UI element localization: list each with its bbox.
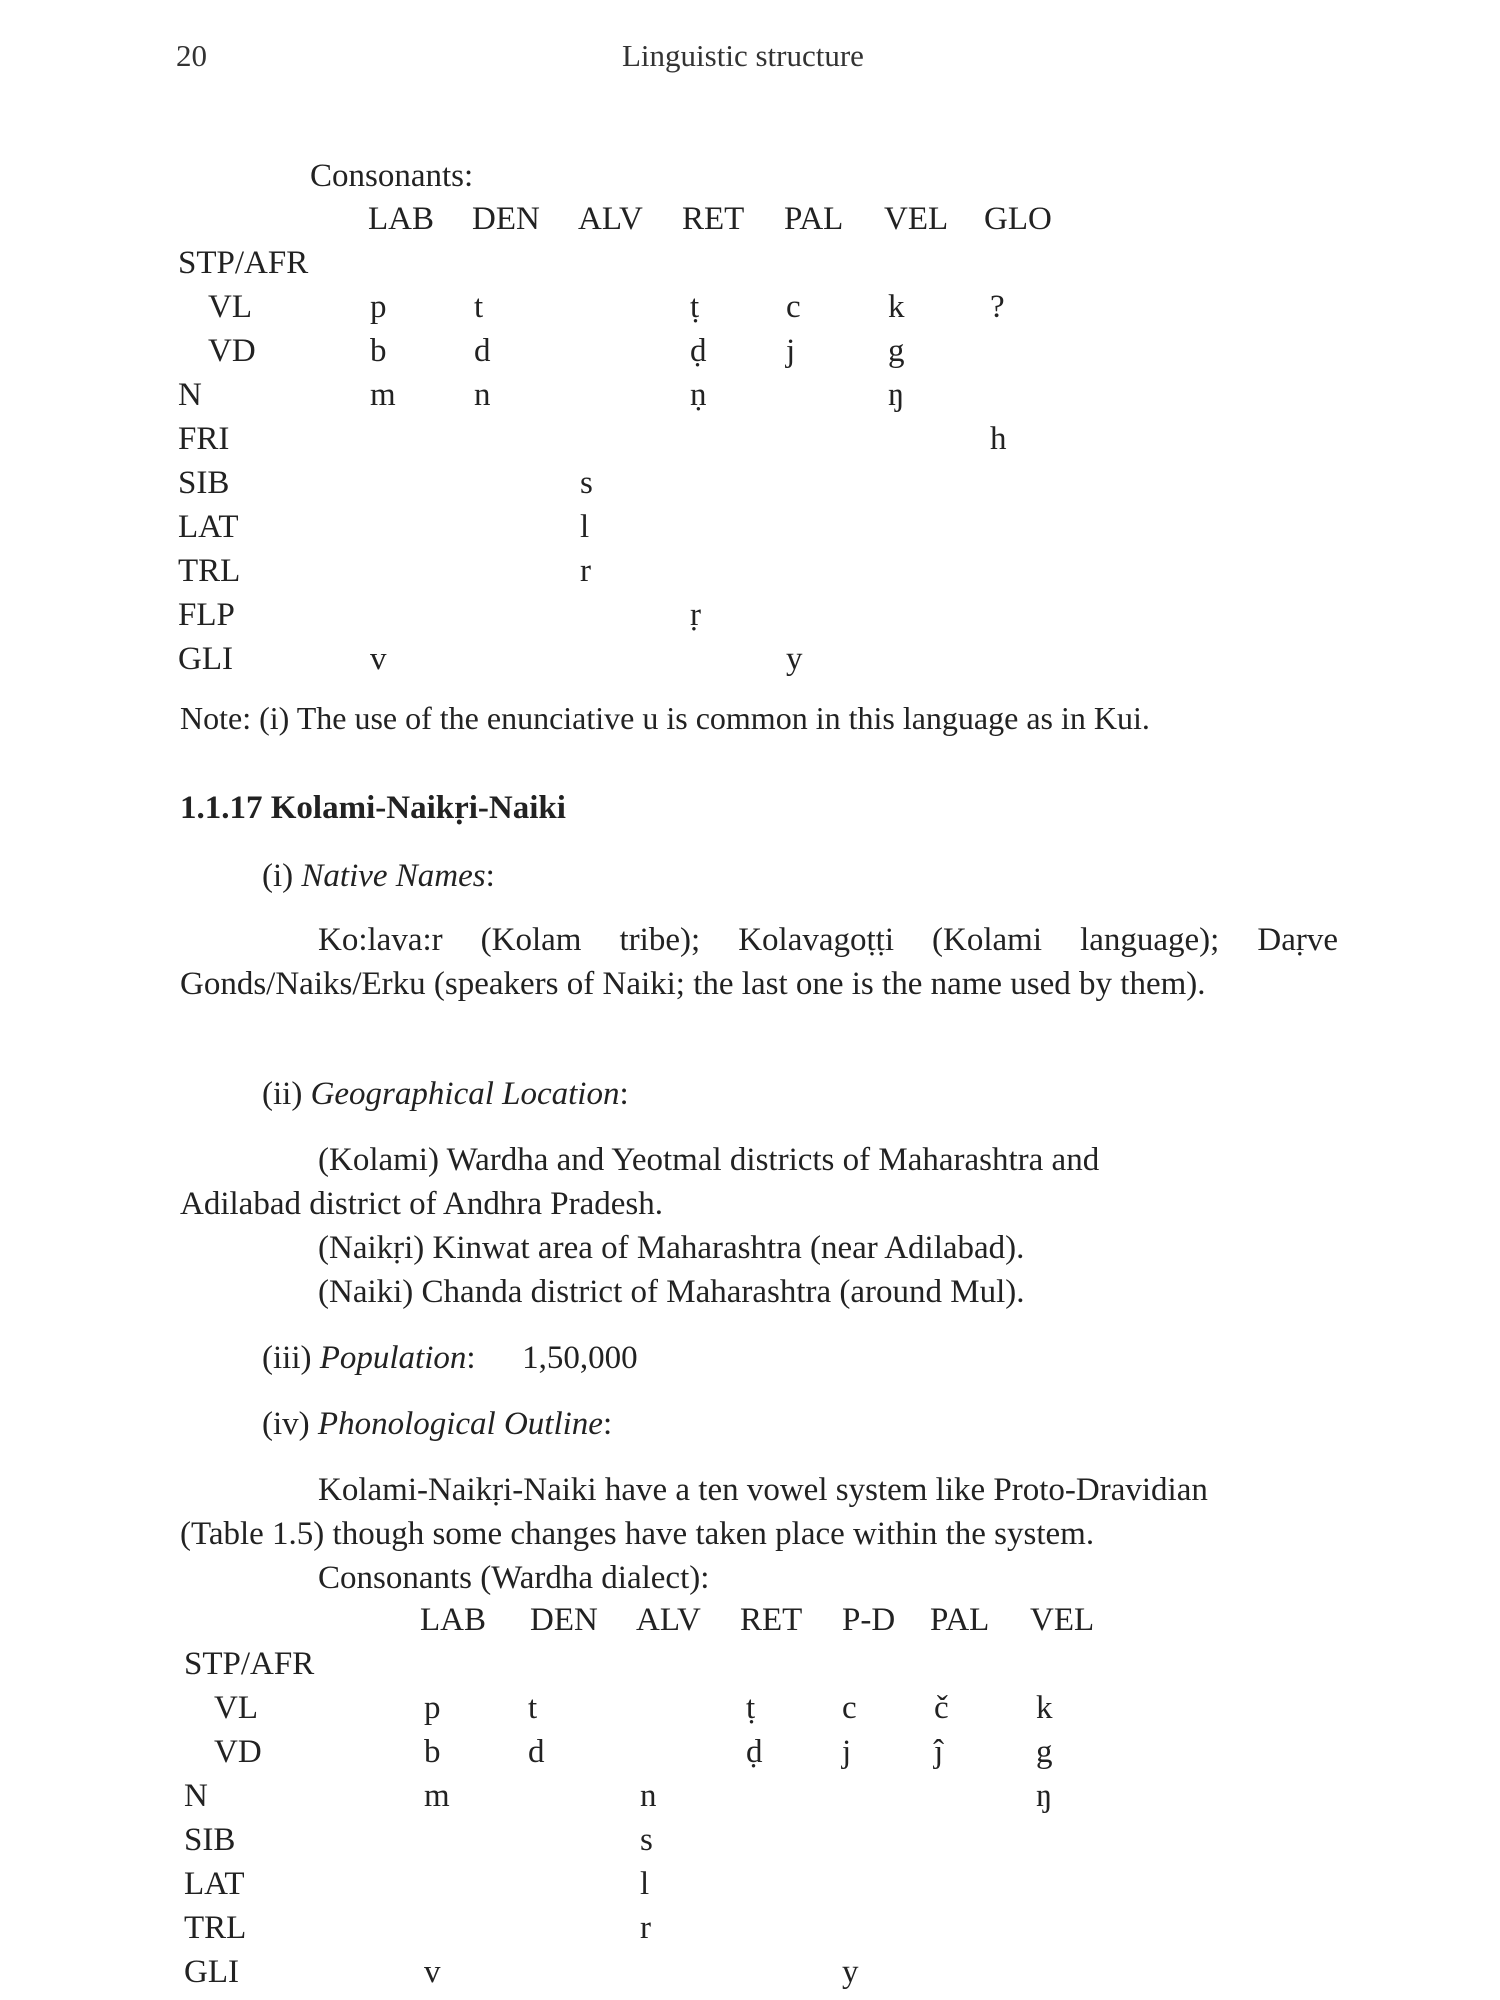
population-label: Population <box>319 1340 467 1376</box>
phoneme-cell: g <box>1036 1734 1053 1770</box>
section-heading: 1.1.17 Kolami-Naikṛi-Naiki <box>180 790 566 826</box>
phoneme-cell: n <box>640 1778 657 1814</box>
phoneme-cell: m <box>370 377 396 413</box>
row-label: LAT <box>184 1866 245 1902</box>
column-header: ALV <box>578 201 643 237</box>
phoneme-cell: n <box>474 377 491 413</box>
column-header: P-D <box>842 1602 896 1638</box>
column-header: VEL <box>1030 1602 1095 1638</box>
phoneme-cell: ŋ <box>1036 1778 1053 1814</box>
native-names-paragraph <box>180 918 1338 1006</box>
phono-label: Phonological Outline <box>317 1406 603 1442</box>
native-names-text: Ko:lava:r (Kolam tribe); Kolavagoṭṭi (Kolami language); Daṛve Gonds/Naiks/Erku (speakers of Naiki; the last one is the name used by them). <box>180 922 1338 1002</box>
phoneme-cell: v <box>424 1954 441 1990</box>
phono-line-1: Kolami-Naikṛi-Naiki have a ten vowel system like Proto-Dravidian <box>318 1472 1208 1508</box>
population-num: (iii) <box>262 1340 312 1376</box>
note: Note: (i) The use of the enunciative u is common in this language as in Kui. <box>180 700 1150 736</box>
row-label: LAT <box>178 509 239 545</box>
phoneme-cell: y <box>786 641 803 677</box>
geo-subheading: (ii) Geographical Location: <box>262 1076 629 1112</box>
phoneme-cell: ŋ <box>888 377 905 413</box>
phoneme-cell: j <box>786 333 796 369</box>
geo-num: (ii) <box>262 1076 303 1112</box>
geo-line-1a: (Kolami) Wardha and Yeotmal districts of Maharashtra and <box>318 1142 1100 1178</box>
phoneme-cell: d <box>528 1734 545 1770</box>
phoneme-cell: s <box>580 465 593 501</box>
page-number: 20 <box>176 38 207 73</box>
phoneme-cell: r <box>580 553 591 589</box>
row-label: GLI <box>178 641 233 677</box>
phoneme-cell: b <box>370 333 387 369</box>
row-label: SIB <box>178 465 230 501</box>
row-label: VL <box>208 289 252 325</box>
phoneme-cell: c <box>786 289 801 325</box>
phoneme-cell: j <box>842 1734 852 1770</box>
row-label: GLI <box>184 1954 239 1990</box>
phoneme-cell: s <box>640 1822 653 1858</box>
running-title: Linguistic structure <box>622 38 864 73</box>
phoneme-cell: ḍ <box>690 333 707 369</box>
geo-line-2: (Naikṛi) Kinwat area of Maharashtra (near Adilabad). <box>318 1230 1025 1266</box>
row-label: STP/AFR <box>184 1646 315 1682</box>
phoneme-cell: t <box>474 289 484 325</box>
phoneme-cell: p <box>424 1690 441 1726</box>
column-header: DEN <box>472 201 540 237</box>
phono-subheading: (iv) Phonological Outline: <box>262 1406 613 1442</box>
column-header: VEL <box>884 201 949 237</box>
native-names-num: (i) <box>262 858 294 894</box>
phoneme-cell: r <box>640 1910 651 1946</box>
phoneme-cell: ṭ <box>690 289 700 325</box>
phoneme-cell: l <box>640 1866 650 1902</box>
row-label: SIB <box>184 1822 236 1858</box>
phono-num: (iv) <box>262 1406 310 1442</box>
column-header: DEN <box>530 1602 598 1638</box>
row-label: VL <box>214 1690 258 1726</box>
population-value: 1,50,000 <box>522 1340 638 1376</box>
phoneme-cell: t <box>528 1690 538 1726</box>
phoneme-cell: b <box>424 1734 441 1770</box>
row-label: VD <box>208 333 256 369</box>
phono-line-2: (Table 1.5) though some changes have taken place within the system. <box>180 1516 1095 1552</box>
phoneme-cell: k <box>1036 1690 1053 1726</box>
geo-line-3: (Naiki) Chanda district of Maharashtra (around Mul). <box>318 1274 1025 1310</box>
phoneme-cell: ḍ <box>746 1734 763 1770</box>
phoneme-cell: h <box>990 421 1007 457</box>
phoneme-cell: d <box>474 333 491 369</box>
population-subheading: (iii) Population: 1,50,000 <box>262 1340 638 1376</box>
phoneme-cell: m <box>424 1778 450 1814</box>
row-label: FLP <box>178 597 235 633</box>
column-header: ALV <box>636 1602 701 1638</box>
column-header: PAL <box>930 1602 990 1638</box>
column-header: RET <box>682 201 745 237</box>
phoneme-cell: y <box>842 1954 859 1990</box>
row-label: FRI <box>178 421 230 457</box>
column-header: GLO <box>984 201 1052 237</box>
phoneme-cell: p <box>370 289 387 325</box>
row-label: N <box>184 1778 208 1814</box>
phoneme-cell: l <box>580 509 590 545</box>
phoneme-cell: g <box>888 333 905 369</box>
phoneme-cell: ? <box>990 289 1005 325</box>
row-label: STP/AFR <box>178 245 309 281</box>
row-label: N <box>178 377 202 413</box>
phoneme-cell: v <box>370 641 387 677</box>
phoneme-cell: ĵ <box>934 1734 944 1770</box>
phoneme-cell: č <box>934 1690 949 1726</box>
phoneme-cell: ṭ <box>746 1690 756 1726</box>
phoneme-cell: ṇ <box>690 377 707 413</box>
column-header: LAB <box>420 1602 486 1638</box>
native-names-label: Native Names <box>301 858 486 894</box>
native-names-subheading: (i) Native Names: <box>262 858 495 894</box>
table-2-caption: Consonants (Wardha dialect): <box>318 1560 710 1596</box>
column-header: LAB <box>368 201 434 237</box>
geo-line-1b: Adilabad district of Andhra Pradesh. <box>180 1186 663 1222</box>
phoneme-cell: k <box>888 289 905 325</box>
column-header: PAL <box>784 201 844 237</box>
geo-label: Geographical Location <box>310 1076 620 1112</box>
column-header: RET <box>740 1602 803 1638</box>
table-1-caption: Consonants: <box>310 158 474 194</box>
phoneme-cell: c <box>842 1690 857 1726</box>
row-label: TRL <box>184 1910 247 1946</box>
row-label: VD <box>214 1734 262 1770</box>
row-label: TRL <box>178 553 241 589</box>
phoneme-cell: ṛ <box>690 597 701 633</box>
